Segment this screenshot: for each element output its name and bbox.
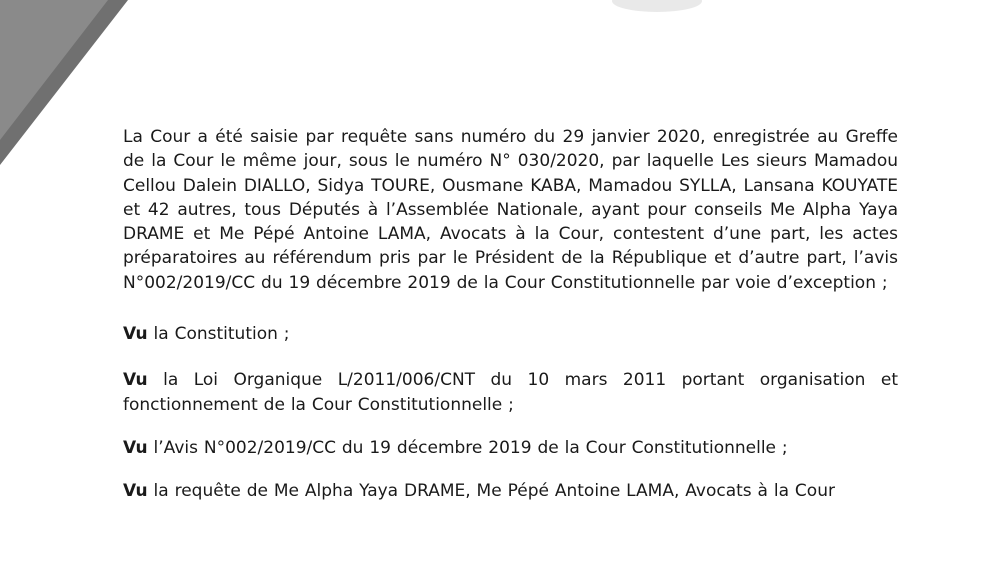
- vu-prefix: Vu: [123, 324, 148, 345]
- vu-text: la Loi Organique L/2011/006/CNT du 10 mars 2011 portant organisation et fonctionnement de la Cour Constitutionnelle ;: [123, 370, 898, 415]
- vu-loi-organique: [123, 368, 898, 417]
- vu-avis: [123, 436, 898, 460]
- vu-constitution: [123, 322, 898, 346]
- vu-text: l’Avis N°002/2019/CC du 19 décembre 2019 de la Cour Constitutionnelle ;: [147, 437, 788, 458]
- vu-prefix: Vu: [123, 481, 148, 502]
- vu-text: la Constitution ;: [147, 324, 290, 345]
- vu-requete: [123, 479, 898, 503]
- vu-text: la requête de Me Alpha Yaya DRAME, Me Pépé Antoine LAMA, Avocats à la Cour: [147, 481, 835, 502]
- document-body: [123, 125, 898, 504]
- vu-prefix: Vu: [123, 370, 148, 391]
- vu-prefix: Vu: [123, 437, 148, 458]
- scan-corner-inner-shadow: [0, 0, 108, 140]
- intro-paragraph: La Cour a été saisie par requête sans numéro du 29 janvier 2020, enregistrée au Greffe de la Cour le même jour, sous le numéro N° 030/2020, par laquelle Les sieurs Mamadou Cellou Dalein DIALLO, Sidya TOURE, Ousmane KABA, Mamadou SYLLA, Lansana KOUYATE et 42 autres, tous Députés à l’Assemblée Nationale, ayant pour conseils Me Alpha Yaya DRAME et Me Pépé Antoine LAMA, Avocats à la Cour, contestent d’une part, les actes préparatoires au référendum pris par le Président de la République et d’autre part, l’avis N°002/2019/CC du 19 décembre 2019 de la Cour Constitutionnelle par voie d’exception ;: [123, 127, 898, 293]
- scan-smudge: [612, 0, 702, 12]
